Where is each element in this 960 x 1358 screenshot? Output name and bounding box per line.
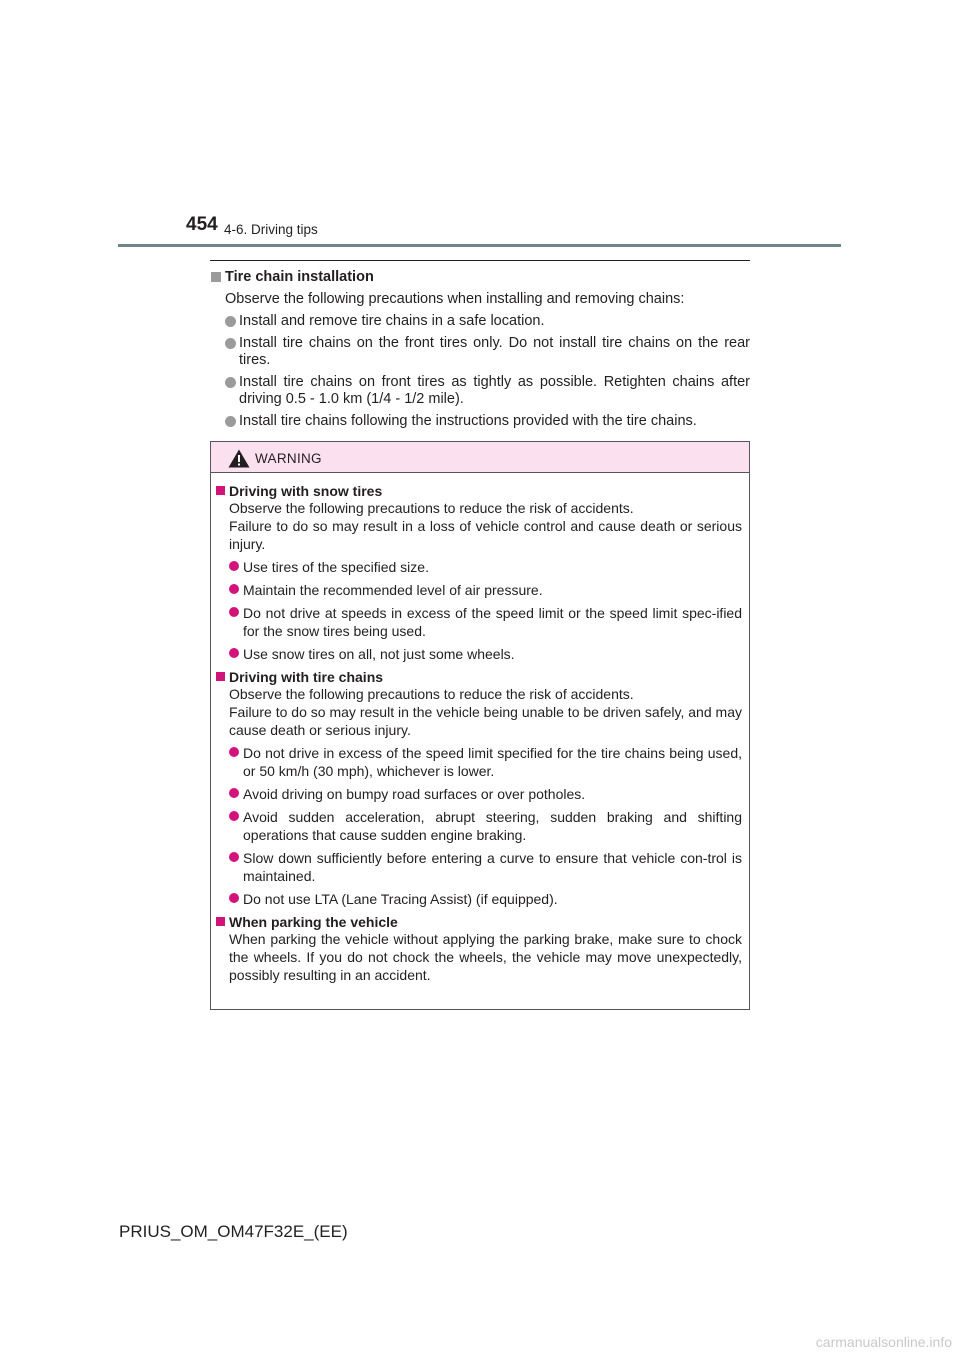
warning-section-title-text: Driving with tire chains xyxy=(229,669,384,685)
list-item-text: Do not drive in excess of the speed limit specified for the tire chains being used, or 50 km/h (30 mph), whichever is lower. xyxy=(243,745,742,779)
document-code: PRIUS_OM_OM47F32E_(EE) xyxy=(119,1222,348,1241)
list-item-text: Install and remove tire chains in a safe location. xyxy=(239,313,545,329)
section-divider xyxy=(210,260,750,261)
round-bullet-icon xyxy=(225,316,236,327)
list-item-text: Slow down sufficiently before entering a curve to ensure that vehicle con-trol is maintained. xyxy=(243,850,742,884)
list-item xyxy=(216,558,742,576)
list-item xyxy=(216,808,742,844)
round-bullet-icon xyxy=(229,788,239,798)
round-bullet-icon xyxy=(229,747,239,757)
list-item-text: Use snow tires on all, not just some wheels. xyxy=(243,646,515,662)
list-item-text: Avoid driving on bumpy road surfaces or over potholes. xyxy=(243,786,586,802)
tire-chain-title-text: Tire chain installation xyxy=(225,269,374,285)
warning-section-text: Observe the following precautions to reduce the risk of accidents. Failure to do so may result in a loss of vehicle control and cause death or serious injury. xyxy=(229,500,742,552)
tire-chain-bullets xyxy=(210,313,750,430)
list-item-text: Use tires of the specified size. xyxy=(243,559,429,575)
list-item xyxy=(216,581,742,599)
warning-section-text: When parking the vehicle without applying the parking brake, make sure to chock the wheels. If you do not chock the wheels, the vehicle may move unexpectedly, possibly resulting in an accident. xyxy=(229,931,742,983)
warning-triangle-icon xyxy=(228,449,250,468)
tire-chain-title xyxy=(210,269,750,286)
round-bullet-icon xyxy=(225,338,236,349)
tire-chain-intro: Observe the following precautions when installing and removing chains: xyxy=(225,291,685,307)
round-bullet-icon xyxy=(229,893,239,903)
list-item-text: Install tire chains on the front tires only. Do not install tire chains on the rear tires. xyxy=(239,335,750,368)
round-bullet-icon xyxy=(225,377,236,388)
square-bullet-icon xyxy=(216,917,225,926)
list-item xyxy=(210,313,750,330)
list-item-text: Install tire chains following the instructions provided with the tire chains. xyxy=(239,413,697,429)
round-bullet-icon xyxy=(225,416,236,427)
list-item-text: Do not drive at speeds in excess of the speed limit or the speed limit spec-ified for the snow tires being used. xyxy=(243,605,742,639)
list-item-text: Install tire chains on front tires as tightly as possible. Retighten chains after driving 0.5 - 1.0 km (1/4 - 1/2 mile). xyxy=(239,374,750,407)
list-item xyxy=(216,849,742,885)
round-bullet-icon xyxy=(229,561,239,571)
list-item-text: Maintain the recommended level of air pressure. xyxy=(243,582,543,598)
warning-header xyxy=(211,442,749,473)
round-bullet-icon xyxy=(229,607,239,617)
square-bullet-icon xyxy=(216,672,225,681)
square-bullet-icon xyxy=(211,272,221,282)
list-item-text: Do not use LTA (Lane Tracing Assist) (if equipped). xyxy=(243,891,558,907)
header-rule xyxy=(118,244,841,247)
warning-section-title xyxy=(216,669,742,685)
warning-section-title xyxy=(216,483,742,499)
warning-title: WARNING xyxy=(255,451,322,466)
round-bullet-icon xyxy=(229,811,239,821)
warning-section-title-text: Driving with snow tires xyxy=(229,483,383,499)
page-number: 454 xyxy=(186,214,218,235)
list-item xyxy=(216,890,742,908)
warning-section-text: Observe the following precautions to reduce the risk of accidents. Failure to do so may result in the vehicle being unable to be driven safely, and may cause death or serious injury. xyxy=(229,686,742,738)
tire-chain-section xyxy=(210,260,750,430)
list-item xyxy=(210,374,750,408)
warning-section-title xyxy=(216,914,742,930)
square-bullet-icon xyxy=(216,486,225,495)
round-bullet-icon xyxy=(229,648,239,658)
list-item-text: Avoid sudden acceleration, abrupt steering, sudden braking and shifting operations that cause sudden engine braking. xyxy=(243,809,742,843)
warning-box xyxy=(210,441,750,1010)
section-label: 4-6. Driving tips xyxy=(224,222,318,237)
list-item xyxy=(216,785,742,803)
warning-section-title-text: When parking the vehicle xyxy=(229,914,398,930)
warning-body xyxy=(211,473,749,984)
list-item xyxy=(216,744,742,780)
list-item xyxy=(210,335,750,369)
round-bullet-icon xyxy=(229,584,239,594)
list-item xyxy=(216,604,742,640)
watermark: carmanualsonline.info xyxy=(815,1334,952,1350)
round-bullet-icon xyxy=(229,852,239,862)
list-item xyxy=(216,645,742,663)
list-item xyxy=(210,413,750,430)
